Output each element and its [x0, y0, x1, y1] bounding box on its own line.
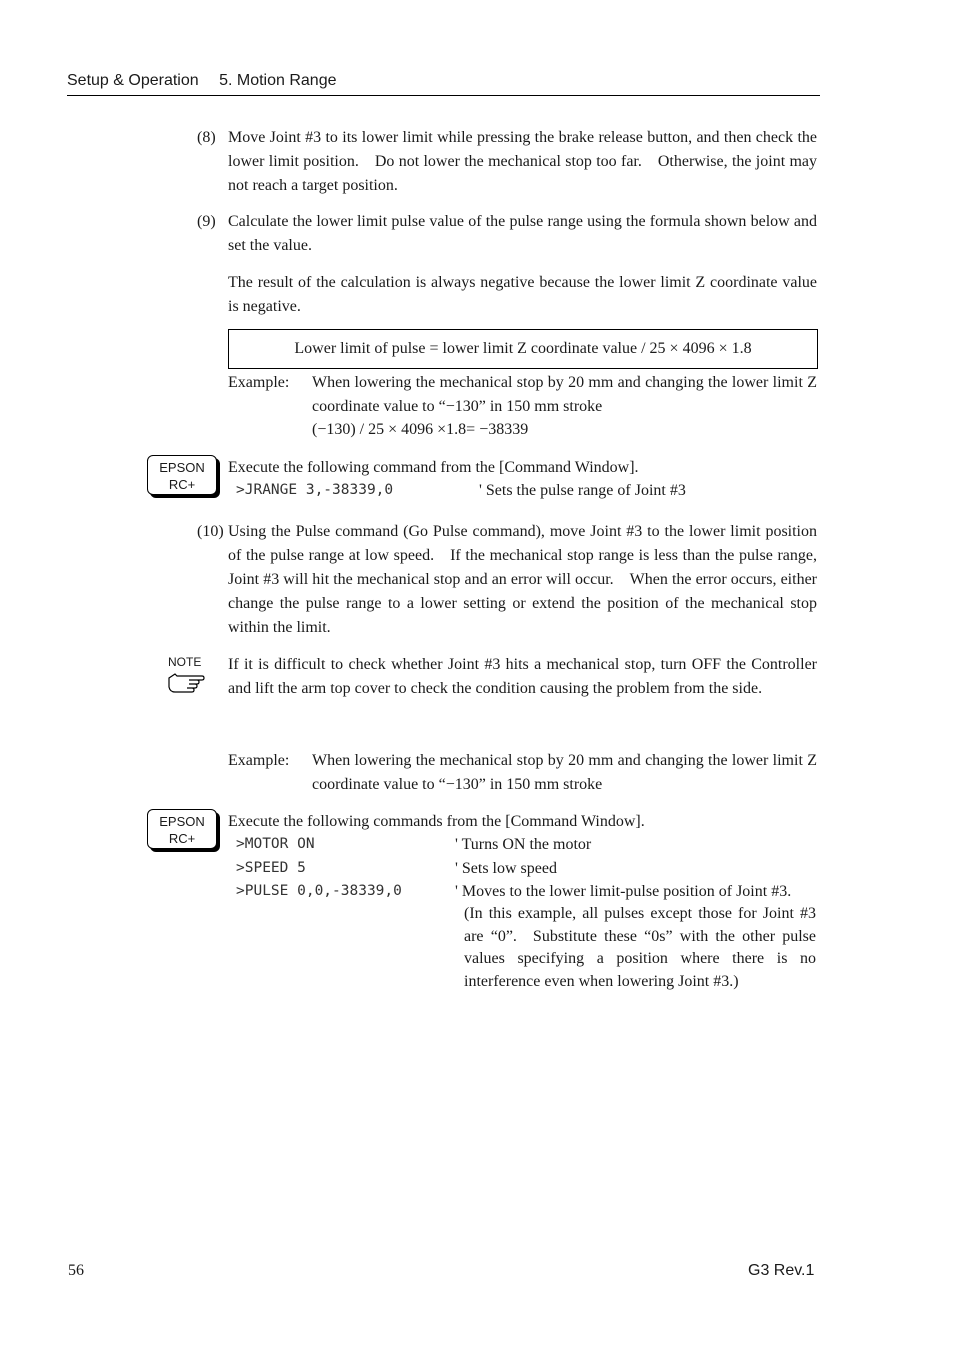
example-2-text: When lowering the mechanical stop by 20 mm and changing the lower limit Z coordinate value to “−130” in 150 mm stroke	[312, 752, 817, 793]
command-2-comment-3: ' Moves to the lower limit-pulse position of Joint #3.	[455, 883, 792, 900]
step-10-number: (10)	[197, 523, 224, 540]
epson-rc-badge	[147, 809, 217, 849]
step-8-text: Move Joint #3 to its lower limit while pressing the brake release button, and then check the lower limit position. Do not lower the mechanical stop too far. Otherwise, the joint may not reach a target position.	[228, 129, 817, 194]
command-2-comment-1: ' Turns ON the motor	[455, 836, 592, 853]
badge-line-1: EPSON	[159, 814, 205, 829]
badge-line-2: RC+	[168, 831, 196, 846]
step-9-number: (9)	[197, 213, 216, 230]
example-1-label: Example:	[228, 374, 290, 391]
step-9-text: Calculate the lower limit pulse value of the pulse range using the formula shown below and set the value.	[228, 213, 817, 254]
badge-line-2: RC+	[168, 477, 196, 492]
command-1-comment: ' Sets the pulse range of Joint #3	[479, 482, 686, 499]
command-2-detail: (In this example, all pulses except those for Joint #3 are “0”. Substitute these “0s” with the other pulse values specifying a position where there is no interference even when lowering Joint #3.)	[464, 905, 816, 990]
example-2-label: Example:	[228, 752, 290, 769]
note-label: NOTE	[168, 655, 202, 669]
page-header	[67, 72, 820, 96]
header-chapter: 5. Motion Range	[219, 72, 337, 89]
command-2-code-2: >SPEED 5	[236, 860, 306, 876]
command-2-code-3: >PULSE 0,0,-38339,0	[236, 883, 402, 899]
step-9-note: The result of the calculation is always negative because the lower limit Z coordinate value is negative.	[228, 274, 817, 315]
command-1-code: >JRANGE 3,-38339,0	[236, 482, 394, 498]
command-1-intro: Execute the following command from the [Command Window].	[228, 459, 639, 476]
command-2-intro: Execute the following commands from the [Command Window].	[228, 813, 645, 830]
command-2-code-1: >MOTOR ON	[236, 836, 315, 852]
header-section: Setup & Operation	[67, 72, 199, 89]
badge-line-1: EPSON	[159, 460, 205, 475]
example-1-calc: (−130) / 25 × 4096 ×1.8= −38339	[312, 421, 529, 438]
command-2-comment-2: ' Sets low speed	[455, 860, 557, 877]
step-8-number: (8)	[197, 129, 216, 146]
page-number: 56	[68, 1262, 84, 1279]
epson-rc-badge	[147, 455, 217, 495]
step-10-text: Using the Pulse command (Go Pulse command), move Joint #3 to the lower limit position of the pulse range at low speed. If the mechanical stop range is less than the pulse range, Joint #3 will hit the mechanical stop and an error will occur. When the error occurs, either change the pulse range to a lower setting or extend the position of the mechanical stop within the limit.	[228, 523, 817, 636]
revision-label: G3 Rev.1	[748, 1262, 815, 1279]
formula-box: Lower limit of pulse = lower limit Z coordinate value / 25 × 4096 × 1.8	[228, 329, 818, 369]
note-text: If it is difficult to check whether Joint #3 hits a mechanical stop, turn OFF the Controller and lift the arm top cover to check the condition causing the problem from the side.	[228, 656, 817, 697]
example-1-text: When lowering the mechanical stop by 20 mm and changing the lower limit Z coordinate value to “−130” in 150 mm stroke	[312, 374, 817, 415]
pointing-hand-icon	[167, 672, 205, 699]
